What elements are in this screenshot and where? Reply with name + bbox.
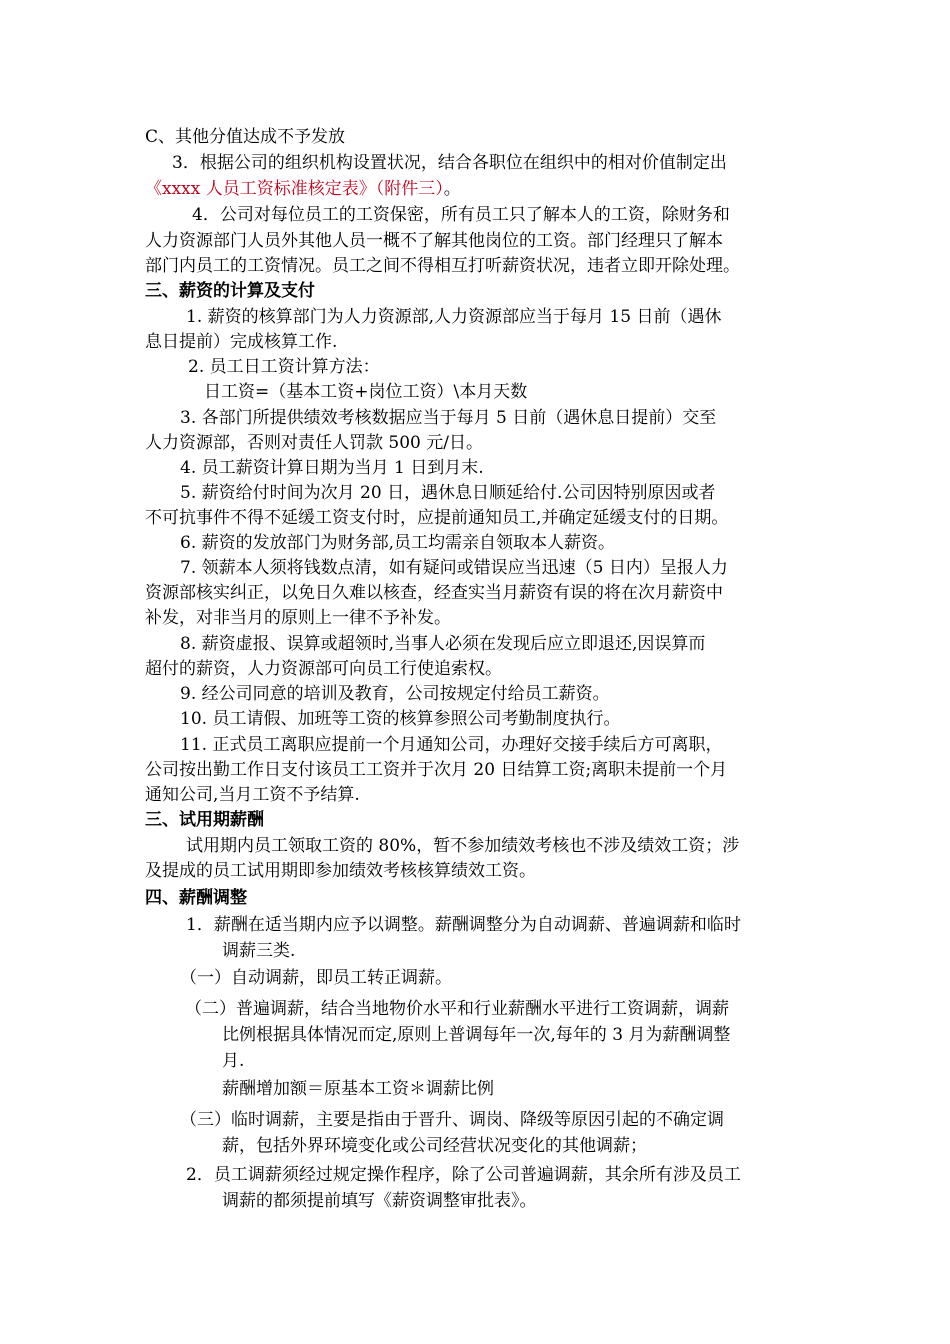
text-line: 5. 薪资给付时间为次月 20 日，遇休息日顺延给付.公司因特别原因或者 [180,483,716,503]
text-line: （三）临时调薪，主要是指由于晋升、调岗、降级等原因引起的不确定调 [180,1110,724,1130]
text-line: 4. 员工薪资计算日期为当月 1 日到月末. [180,458,484,478]
section-heading: 三、薪资的计算及支付 [145,281,315,301]
text-line: 人力资源部，否则对责任人罚款 500 元/日。 [145,433,483,453]
text-line: 薪，包括外界环境变化或公司经营状况变化的其他调薪； [222,1136,647,1156]
formula-line: 薪酬增加额＝原基本工资＊调薪比例 [222,1079,494,1099]
formula-line: 日工资=（基本工资+岗位工资）\本月天数 [204,382,528,402]
text-line: 11. 正式员工离职应提前一个月通知公司，办理好交接手续后方可离职， [180,735,723,755]
text-line: 比例根据具体情况而定,原则上普调每年一次,每年的 3 月为薪酬调整 [222,1025,731,1045]
section-heading: 三、试用期薪酬 [145,810,264,830]
text-line: 8. 薪资虚报、误算或超领时,当事人必须在发现后应立即退还,因误算而 [180,634,706,654]
text-line: （一）自动调薪，即员工转正调薪。 [180,968,452,988]
text-line: 6. 薪资的发放部门为财务部,员工均需亲自领取本人薪资。 [180,533,616,553]
highlighted-text: 《xxxx 人员工资标准核定表》（附件三） [145,179,444,199]
text-line: 3．根据公司的组织机构设置状况，结合各职位在组织中的相对价值制定出 [172,153,727,173]
section-heading: 四、薪酬调整 [145,888,247,908]
text-line: 通知公司,当月工资不予结算. [145,785,360,805]
text-line: 试用期内员工领取工资的 80%，暂不参加绩效考核也不涉及绩效工资；涉 [186,836,740,856]
text-line: 1. 薪资的核算部门为人力资源部,人力资源部应当于每月 15 日前（遇休 [186,307,722,327]
text-line: 调薪三类. [222,941,296,961]
text-line: （二）普遍调薪，结合当地物价水平和行业薪酬水平进行工资调薪，调薪 [185,999,729,1019]
text-line [145,177,461,201]
text-line: 部门内员工的工资情况。员工之间不得相互打听薪资状况，违者立即开除处理。 [145,256,740,276]
text-line: 超付的薪资，人力资源部可向员工行使追索权。 [145,659,502,679]
text-line: 补发，对非当月的原则上一律不予补发。 [145,608,451,628]
text-line: 2．员工调薪须经过规定操作程序，除了公司普遍调薪，其余所有涉及员工 [186,1165,741,1185]
text-fragment: 。 [443,179,461,199]
text-line: 公司按出勤工作日支付该员工工资并于次月 20 日结算工资;离职未提前一个月 [145,760,728,780]
text-line: 4．公司对每位员工的工资保密，所有员工只了解本人的工资，除财务和 [192,205,730,225]
text-line: 月. [222,1051,245,1071]
text-line: 息日提前）完成核算工作. [145,332,338,352]
text-line: 不可抗事件不得不延缓工资支付时，应提前通知员工,并确定延缓支付的日期。 [145,508,729,528]
text-line: 2. 员工日工资计算方法： [188,357,380,377]
text-line: 及提成的员工试用期即参加绩效考核核算绩效工资。 [145,861,536,881]
text-line: 调薪的都须提前填写《薪资调整审批表》。 [222,1191,537,1211]
text-line: C、其他分值达成不予发放 [145,127,346,147]
text-line: 10. 员工请假、加班等工资的核算参照公司考勤制度执行。 [180,709,621,729]
text-line: 3. 各部门所提供绩效考核数据应当于每月 5 日前（遇休息日提前）交至 [180,408,717,428]
text-line: 9. 经公司同意的培训及教育，公司按规定付给员工薪资。 [180,684,610,704]
text-line: 人力资源部门人员外其他人员一概不了解其他岗位的工资。部门经理只了解本 [145,231,723,251]
text-line: 资源部核实纠正，以免日久难以核查，经查实当月薪资有误的将在次月薪资中 [145,583,723,603]
text-line: 1．薪酬在适当期内应予以调整。薪酬调整分为自动调薪、普遍调薪和临时 [186,915,741,935]
text-line: 7. 领薪本人须将钱数点清，如有疑问或错误应当迅速（5 日内）呈报人力 [180,558,728,578]
